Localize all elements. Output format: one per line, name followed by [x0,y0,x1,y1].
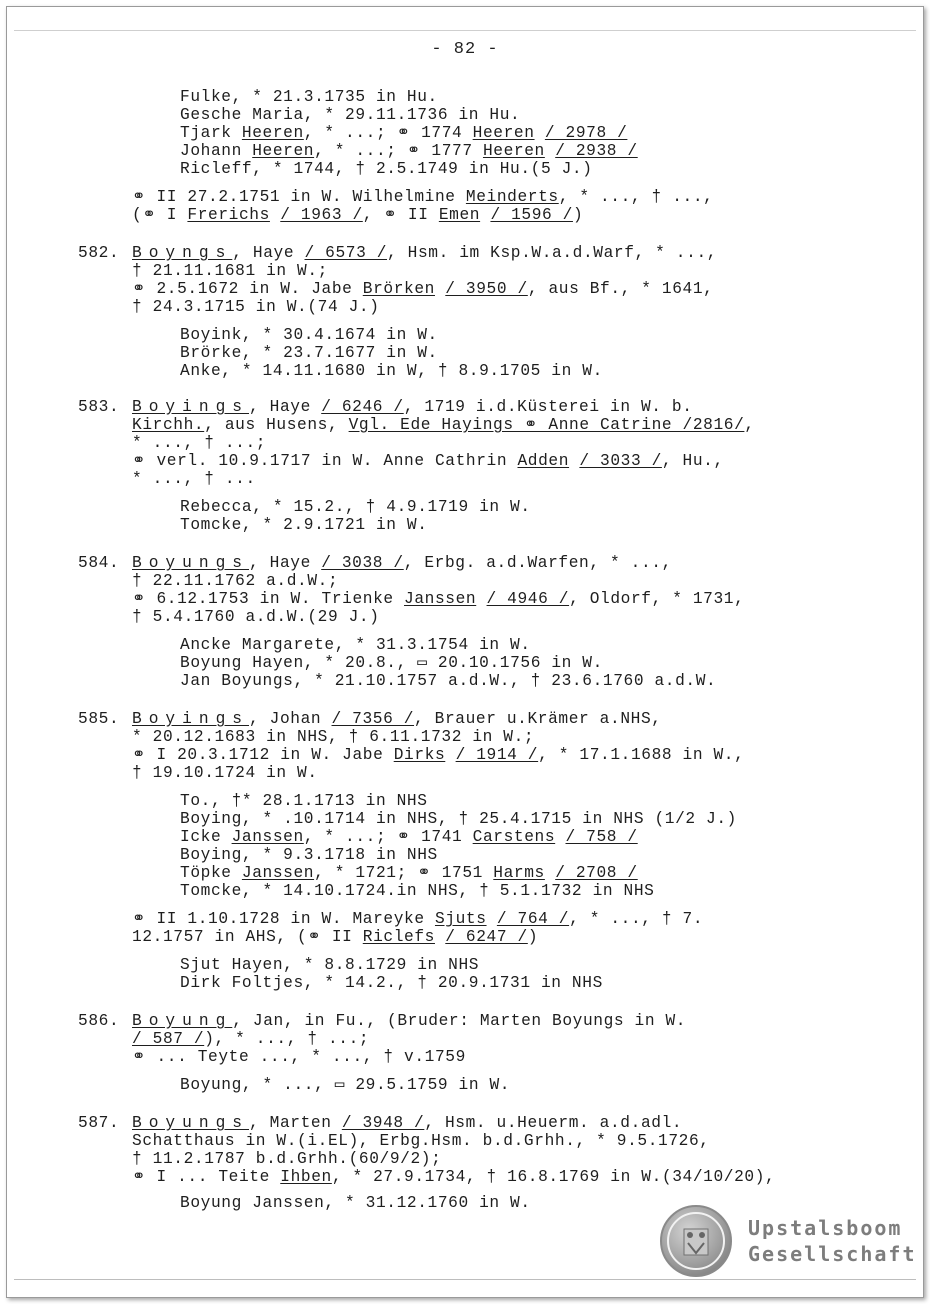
entry-line: ⚭ 6.12.1753 in W. Trienke Janssen / 4946 /, Oldorf, * 1731, [132,590,745,608]
seal-icon [660,1205,732,1277]
child-line: Töpke Janssen, * 1721; ⚭ 1751 Harms / 2708 / [180,864,638,882]
page-number: - 82 - [431,40,499,59]
entry-number: 583. [78,398,120,416]
child-line: Tjark Heeren, * ...; ⚭ 1774 Heeren / 2978 / [180,124,628,142]
entry-line: † 24.3.1715 in W.(74 J.) [132,298,380,316]
entry-line: † 19.10.1724 in W. [132,764,318,782]
entry-number: 585. [78,710,120,728]
watermark-line2: Gesellschaft [748,1242,917,1266]
entry-line: † 5.4.1760 a.d.W.(29 J.) [132,608,380,626]
bottom-rule [14,1279,916,1280]
child-line: Gesche Maria, * 29.11.1736 in Hu. [180,106,521,124]
child-line: Sjut Hayen, * 8.8.1729 in NHS [180,956,480,974]
child-line: Fulke, * 21.3.1735 in Hu. [180,88,438,106]
entry-line: ⚭ 2.5.1672 in W. Jabe Brörken / 3950 /, aus Bf., * 1641, [132,280,714,298]
entry-head: Boyung, Jan, in Fu., (Bruder: Marten Boyungs in W. [132,1012,687,1030]
child-line: Johann Heeren, * ...; ⚭ 1777 Heeren / 2938 / [180,142,638,160]
marriage-line: ⚭ II 1.10.1728 in W. Mareyke Sjuts / 764 /, * ..., † 7. [132,910,704,928]
entry-number: 582. [78,244,120,262]
watermark-line1: Upstalsboom [748,1216,903,1240]
entry-line: * 20.12.1683 in NHS, † 6.11.1732 in W.; [132,728,535,746]
entry-line: / 587 /), * ..., † ...; [132,1030,370,1048]
top-rule [14,30,916,31]
entry-line: † 11.2.1787 b.d.Grhh.(60/9/2); [132,1150,442,1168]
entry-line: ⚭ I 20.3.1712 in W. Jabe Dirks / 1914 /, * 17.1.1688 in W., [132,746,745,764]
child-line: Icke Janssen, * ...; ⚭ 1741 Carstens / 758 / [180,828,638,846]
child-line: Brörke, * 23.7.1677 in W. [180,344,438,362]
entry-head: Boyings, Haye / 6246 /, 1719 i.d.Küsterei in W. b. [132,398,693,416]
child-line: Ricleff, * 1744, † 2.5.1749 in Hu.(5 J.) [180,160,593,178]
entry-line: ⚭ verl. 10.9.1717 in W. Anne Cathrin Adden / 3033 /, Hu., [132,452,724,470]
child-line: Rebecca, * 15.2., † 4.9.1719 in W. [180,498,531,516]
entry-head: Boyings, Johan / 7356 /, Brauer u.Krämer a.NHS, [132,710,662,728]
entry-number: 586. [78,1012,120,1030]
entry-number: 584. [78,554,120,572]
child-line: Tomcke, * 2.9.1721 in W. [180,516,428,534]
marriage-line: ⚭ II 27.2.1751 in W. Wilhelmine Meinderts, * ..., † ..., [132,188,714,206]
child-line: Boying, * .10.1714 in NHS, † 25.4.1715 in NHS (1/2 J.) [180,810,737,828]
entry-line: ⚭ I ... Teite Ihben, * 27.9.1734, † 16.8.1769 in W.(34/10/20), [132,1168,776,1186]
child-line: Boyink, * 30.4.1674 in W. [180,326,438,344]
child-line: Boyung, * ..., ▭ 29.5.1759 in W. [180,1076,511,1094]
entry-line: † 21.11.1681 in W.; [132,262,328,280]
child-line: Boyung Hayen, * 20.8., ▭ 20.10.1756 in W. [180,654,603,672]
child-line: Tomcke, * 14.10.1724.in NHS, † 5.1.1732 in NHS [180,882,655,900]
entry-line: Schatthaus in W.(i.EL), Erbg.Hsm. b.d.Grhh., * 9.5.1726, [132,1132,710,1150]
child-line: Dirk Foltjes, * 14.2., † 20.9.1731 in NHS [180,974,603,992]
child-line: To., †* 28.1.1713 in NHS [180,792,428,810]
entry-line: Kirchh., aus Husens, Vgl. Ede Hayings ⚭ Anne Catrine /2816/, [132,416,755,434]
entry-head: Boyungs, Marten / 3948 /, Hsm. u.Heuerm. a.d.adl. [132,1114,683,1132]
entry-number: 587. [78,1114,120,1132]
entry-line: * ..., † ...; [132,434,267,452]
entry-head: Boyngs, Haye / 6573 /, Hsm. im Ksp.W.a.d.Warf, * ..., [132,244,718,262]
entry-line: ⚭ ... Teyte ..., * ..., † v.1759 [132,1048,466,1066]
child-line: Boyung Janssen, * 31.12.1760 in W. [180,1194,531,1212]
marriage-line: (⚭ I Frerichs / 1963 /, ⚭ II Emen / 1596 /) [132,206,584,224]
entry-line: * ..., † ... [132,470,256,488]
marriage-line: 12.1757 in AHS, (⚭ II Riclefs / 6247 /) [132,928,539,946]
child-line: Jan Boyungs, * 21.10.1757 a.d.W., † 23.6.1760 a.d.W. [180,672,717,690]
child-line: Ancke Margarete, * 31.3.1754 in W. [180,636,531,654]
child-line: Boying, * 9.3.1718 in NHS [180,846,438,864]
entry-line: † 22.11.1762 a.d.W.; [132,572,339,590]
entry-head: Boyungs, Haye / 3038 /, Erbg. a.d.Warfen, * ..., [132,554,672,572]
child-line: Anke, * 14.11.1680 in W, † 8.9.1705 in W. [180,362,603,380]
